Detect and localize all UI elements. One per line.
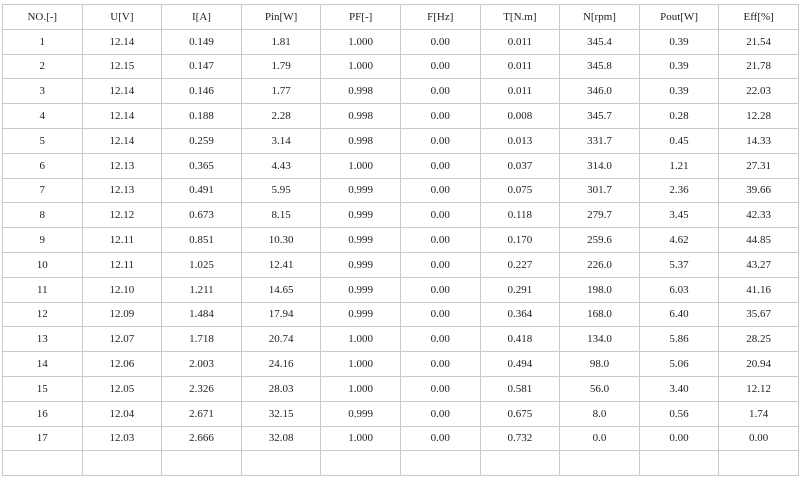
- cell-efficiency: [719, 451, 799, 476]
- cell-torque: 0.011: [480, 54, 560, 79]
- cell-efficiency: 14.33: [719, 128, 799, 153]
- cell-power-factor: 1.000: [321, 29, 401, 54]
- cell-torque: 0.732: [480, 426, 560, 451]
- cell-no: 10: [3, 252, 83, 277]
- cell-torque: 0.037: [480, 153, 560, 178]
- cell-current: 0.146: [162, 79, 242, 104]
- cell-no: 13: [3, 327, 83, 352]
- cell-power-factor: 1.000: [321, 327, 401, 352]
- table-row: [3, 352, 799, 377]
- cell-output-power: 4.62: [639, 228, 719, 253]
- cell-no: 17: [3, 426, 83, 451]
- cell-torque: 0.364: [480, 302, 560, 327]
- cell-no: 15: [3, 376, 83, 401]
- cell-torque: 0.170: [480, 228, 560, 253]
- cell-input-power: 24.16: [241, 352, 321, 377]
- cell-frequency: 0.00: [400, 401, 480, 426]
- cell-efficiency: 28.25: [719, 327, 799, 352]
- cell-speed: 134.0: [560, 327, 640, 352]
- cell-current: 0.259: [162, 128, 242, 153]
- cell-input-power: 1.77: [241, 79, 321, 104]
- table-row: [3, 302, 799, 327]
- table-row: [3, 29, 799, 54]
- cell-output-power: 0.39: [639, 79, 719, 104]
- cell-voltage: 12.11: [82, 228, 162, 253]
- cell-efficiency: 20.94: [719, 352, 799, 377]
- cell-torque: 0.227: [480, 252, 560, 277]
- col-header-torque: T[N.m]: [480, 5, 560, 30]
- col-header-frequency: F[Hz]: [400, 5, 480, 30]
- cell-voltage: 12.13: [82, 153, 162, 178]
- cell-frequency: 0.00: [400, 153, 480, 178]
- cell-speed: 56.0: [560, 376, 640, 401]
- cell-voltage: 12.10: [82, 277, 162, 302]
- cell-input-power: 1.79: [241, 54, 321, 79]
- cell-torque: 0.675: [480, 401, 560, 426]
- cell-speed: 8.0: [560, 401, 640, 426]
- cell-no: 2: [3, 54, 83, 79]
- cell-input-power: 2.28: [241, 104, 321, 129]
- cell-power-factor: 1.000: [321, 153, 401, 178]
- cell-frequency: 0.00: [400, 352, 480, 377]
- cell-frequency: 0.00: [400, 54, 480, 79]
- cell-frequency: 0.00: [400, 178, 480, 203]
- cell-input-power: 4.43: [241, 153, 321, 178]
- cell-power-factor: [321, 451, 401, 476]
- cell-input-power: [241, 451, 321, 476]
- cell-input-power: 12.41: [241, 252, 321, 277]
- table-row: [3, 327, 799, 352]
- cell-output-power: 1.21: [639, 153, 719, 178]
- cell-speed: 279.7: [560, 203, 640, 228]
- cell-no: 7: [3, 178, 83, 203]
- cell-torque: 0.011: [480, 29, 560, 54]
- cell-voltage: 12.05: [82, 376, 162, 401]
- cell-torque: 0.291: [480, 277, 560, 302]
- table-row: [3, 451, 799, 476]
- cell-speed: 345.7: [560, 104, 640, 129]
- cell-efficiency: 27.31: [719, 153, 799, 178]
- cell-power-factor: 1.000: [321, 54, 401, 79]
- cell-output-power: 6.40: [639, 302, 719, 327]
- cell-efficiency: 35.67: [719, 302, 799, 327]
- cell-efficiency: 22.03: [719, 79, 799, 104]
- cell-speed: 314.0: [560, 153, 640, 178]
- cell-voltage: 12.09: [82, 302, 162, 327]
- cell-speed: 0.0: [560, 426, 640, 451]
- cell-frequency: 0.00: [400, 327, 480, 352]
- measurement-table: [2, 4, 799, 476]
- table-row: [3, 178, 799, 203]
- cell-speed: 301.7: [560, 178, 640, 203]
- cell-no: 4: [3, 104, 83, 129]
- cell-no: 12: [3, 302, 83, 327]
- cell-speed: 331.7: [560, 128, 640, 153]
- col-header-power-factor: PF[-]: [321, 5, 401, 30]
- cell-voltage: 12.03: [82, 426, 162, 451]
- cell-input-power: 8.15: [241, 203, 321, 228]
- col-header-no: NO.[-]: [3, 5, 83, 30]
- cell-frequency: 0.00: [400, 426, 480, 451]
- cell-power-factor: 0.999: [321, 203, 401, 228]
- cell-speed: [560, 451, 640, 476]
- table-row: [3, 203, 799, 228]
- cell-torque: 0.418: [480, 327, 560, 352]
- table-row: [3, 228, 799, 253]
- cell-power-factor: 1.000: [321, 352, 401, 377]
- table-row: [3, 401, 799, 426]
- cell-torque: 0.013: [480, 128, 560, 153]
- cell-speed: 198.0: [560, 277, 640, 302]
- cell-torque: 0.494: [480, 352, 560, 377]
- cell-output-power: 3.45: [639, 203, 719, 228]
- cell-voltage: 12.12: [82, 203, 162, 228]
- cell-frequency: 0.00: [400, 203, 480, 228]
- cell-power-factor: 0.999: [321, 178, 401, 203]
- cell-output-power: 0.56: [639, 401, 719, 426]
- cell-torque: 0.075: [480, 178, 560, 203]
- cell-current: 0.491: [162, 178, 242, 203]
- cell-power-factor: 0.999: [321, 302, 401, 327]
- cell-current: 1.025: [162, 252, 242, 277]
- table-row: [3, 128, 799, 153]
- col-header-input-power: Pin[W]: [241, 5, 321, 30]
- cell-power-factor: 0.999: [321, 228, 401, 253]
- cell-output-power: 5.06: [639, 352, 719, 377]
- cell-input-power: 17.94: [241, 302, 321, 327]
- cell-frequency: 0.00: [400, 277, 480, 302]
- cell-efficiency: 12.12: [719, 376, 799, 401]
- cell-power-factor: 0.999: [321, 401, 401, 426]
- cell-frequency: 0.00: [400, 376, 480, 401]
- cell-output-power: 3.40: [639, 376, 719, 401]
- cell-current: [162, 451, 242, 476]
- table-row: [3, 277, 799, 302]
- cell-current: 2.003: [162, 352, 242, 377]
- cell-no: [3, 451, 83, 476]
- cell-no: 8: [3, 203, 83, 228]
- cell-input-power: 32.15: [241, 401, 321, 426]
- col-header-output-power: Pout[W]: [639, 5, 719, 30]
- cell-frequency: 0.00: [400, 228, 480, 253]
- cell-current: 0.149: [162, 29, 242, 54]
- table-row: [3, 54, 799, 79]
- cell-input-power: 1.81: [241, 29, 321, 54]
- cell-frequency: 0.00: [400, 128, 480, 153]
- cell-efficiency: 1.74: [719, 401, 799, 426]
- col-header-voltage: U[V]: [82, 5, 162, 30]
- cell-speed: 98.0: [560, 352, 640, 377]
- cell-power-factor: 0.998: [321, 128, 401, 153]
- cell-output-power: 0.39: [639, 29, 719, 54]
- table-row: [3, 153, 799, 178]
- cell-current: 0.851: [162, 228, 242, 253]
- col-header-efficiency: Eff[%]: [719, 5, 799, 30]
- cell-current: 0.188: [162, 104, 242, 129]
- header-row: [3, 5, 799, 30]
- cell-voltage: 12.14: [82, 79, 162, 104]
- cell-input-power: 10.30: [241, 228, 321, 253]
- table-body: [3, 29, 799, 475]
- cell-efficiency: 12.28: [719, 104, 799, 129]
- cell-no: 11: [3, 277, 83, 302]
- cell-voltage: 12.11: [82, 252, 162, 277]
- cell-frequency: 0.00: [400, 302, 480, 327]
- col-header-current: I[A]: [162, 5, 242, 30]
- cell-no: 6: [3, 153, 83, 178]
- cell-output-power: 0.45: [639, 128, 719, 153]
- cell-voltage: 12.14: [82, 128, 162, 153]
- cell-output-power: 0.28: [639, 104, 719, 129]
- cell-torque: [480, 451, 560, 476]
- cell-power-factor: 1.000: [321, 376, 401, 401]
- cell-input-power: 3.14: [241, 128, 321, 153]
- cell-voltage: 12.06: [82, 352, 162, 377]
- cell-output-power: 0.39: [639, 54, 719, 79]
- cell-voltage: 12.15: [82, 54, 162, 79]
- cell-output-power: [639, 451, 719, 476]
- cell-efficiency: 0.00: [719, 426, 799, 451]
- cell-current: 0.673: [162, 203, 242, 228]
- cell-frequency: 0.00: [400, 79, 480, 104]
- cell-current: 1.484: [162, 302, 242, 327]
- cell-no: 5: [3, 128, 83, 153]
- cell-no: 3: [3, 79, 83, 104]
- cell-speed: 345.8: [560, 54, 640, 79]
- col-header-speed: N[rpm]: [560, 5, 640, 30]
- cell-no: 9: [3, 228, 83, 253]
- cell-voltage: 12.14: [82, 104, 162, 129]
- cell-power-factor: 0.999: [321, 252, 401, 277]
- cell-efficiency: 44.85: [719, 228, 799, 253]
- cell-current: 2.326: [162, 376, 242, 401]
- cell-torque: 0.011: [480, 79, 560, 104]
- cell-current: 0.365: [162, 153, 242, 178]
- cell-current: 2.666: [162, 426, 242, 451]
- cell-speed: 226.0: [560, 252, 640, 277]
- cell-input-power: 28.03: [241, 376, 321, 401]
- cell-input-power: 5.95: [241, 178, 321, 203]
- cell-torque: 0.008: [480, 104, 560, 129]
- cell-power-factor: 0.998: [321, 79, 401, 104]
- cell-output-power: 0.00: [639, 426, 719, 451]
- cell-voltage: 12.04: [82, 401, 162, 426]
- table-row: [3, 104, 799, 129]
- table-row: [3, 426, 799, 451]
- cell-voltage: 12.07: [82, 327, 162, 352]
- cell-frequency: [400, 451, 480, 476]
- cell-efficiency: 39.66: [719, 178, 799, 203]
- cell-output-power: 2.36: [639, 178, 719, 203]
- cell-efficiency: 42.33: [719, 203, 799, 228]
- cell-voltage: 12.14: [82, 29, 162, 54]
- cell-power-factor: 0.999: [321, 277, 401, 302]
- cell-efficiency: 21.78: [719, 54, 799, 79]
- cell-current: 1.718: [162, 327, 242, 352]
- cell-power-factor: 1.000: [321, 426, 401, 451]
- cell-output-power: 6.03: [639, 277, 719, 302]
- cell-speed: 259.6: [560, 228, 640, 253]
- cell-torque: 0.581: [480, 376, 560, 401]
- cell-input-power: 32.08: [241, 426, 321, 451]
- cell-input-power: 20.74: [241, 327, 321, 352]
- cell-efficiency: 21.54: [719, 29, 799, 54]
- cell-frequency: 0.00: [400, 29, 480, 54]
- cell-output-power: 5.86: [639, 327, 719, 352]
- cell-input-power: 14.65: [241, 277, 321, 302]
- cell-torque: 0.118: [480, 203, 560, 228]
- cell-no: 16: [3, 401, 83, 426]
- cell-no: 1: [3, 29, 83, 54]
- cell-current: 0.147: [162, 54, 242, 79]
- table-row: [3, 376, 799, 401]
- cell-current: 2.671: [162, 401, 242, 426]
- cell-speed: 168.0: [560, 302, 640, 327]
- cell-efficiency: 41.16: [719, 277, 799, 302]
- table-row: [3, 252, 799, 277]
- cell-efficiency: 43.27: [719, 252, 799, 277]
- cell-frequency: 0.00: [400, 252, 480, 277]
- cell-speed: 345.4: [560, 29, 640, 54]
- cell-output-power: 5.37: [639, 252, 719, 277]
- cell-current: 1.211: [162, 277, 242, 302]
- cell-power-factor: 0.998: [321, 104, 401, 129]
- cell-frequency: 0.00: [400, 104, 480, 129]
- cell-voltage: 12.13: [82, 178, 162, 203]
- cell-voltage: [82, 451, 162, 476]
- cell-speed: 346.0: [560, 79, 640, 104]
- cell-no: 14: [3, 352, 83, 377]
- table-row: [3, 79, 799, 104]
